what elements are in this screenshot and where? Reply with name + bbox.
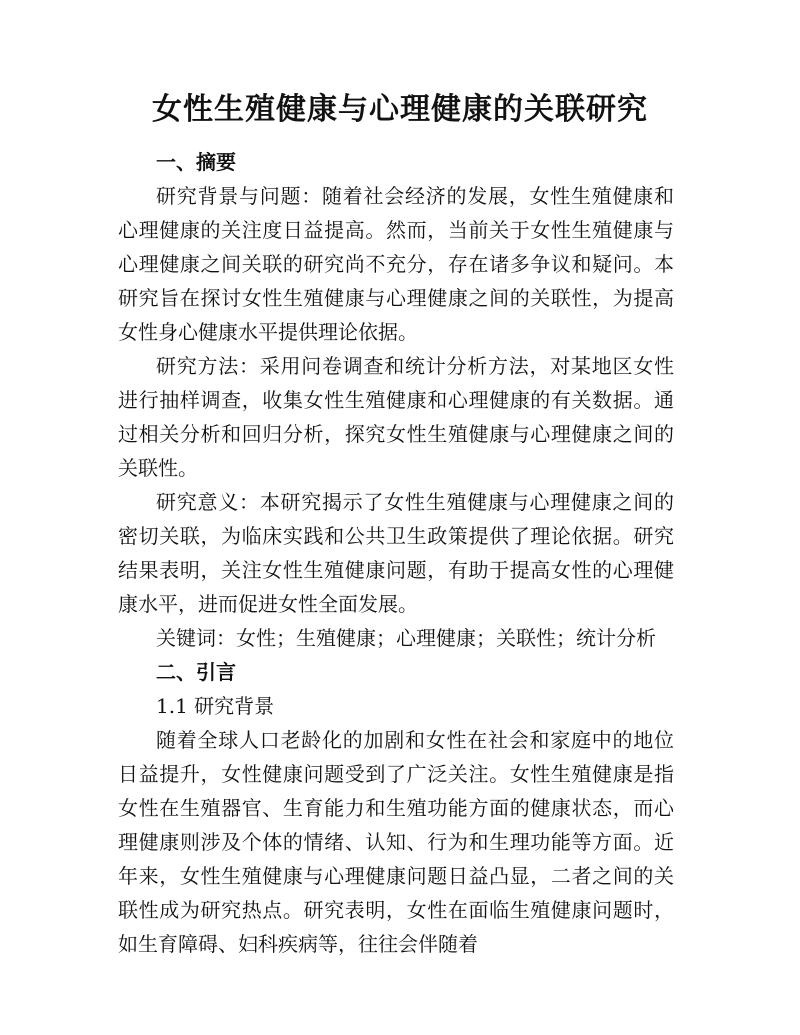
research-background-paragraph: 随着全球人口老龄化的加剧和女性在社会和家庭中的地位日益提升，女性健康问题受到了广泛关注。女性生殖健康是指女性在生殖器官、生育能力和生殖功能方面的健康状态，而心理健康则涉及个体的情绪、认知、行为和生理功能等方面。近年来，女性生殖健康与心理健康问题日益凸显，二者之间的关联性成为研究热点。研究表明，女性在面临生殖健康问题时，如生育障碍、妇科疾病等，往往会伴随着 (118, 728, 674, 956)
keywords-line: 关键词：女性；生殖健康；心理健康；关联性；统计分析 (156, 626, 656, 650)
abstract-method-paragraph: 研究方法：采用问卷调查和统计分析方法，对某地区女性进行抽样调查，收集女性生殖健康和心理健康的有关数据。通过相关分析和回归分析，探究女性生殖健康与心理健康之间的关联性。 (118, 354, 674, 480)
abstract-background-paragraph: 研究背景与问题：随着社会经济的发展，女性生殖健康和心理健康的关注度日益提高。然而，当前关于女性生殖健康与心理健康之间关联的研究尚不充分，存在诸多争议和疑问。本研究旨在探讨女性生殖健康与心理健康之间的关联性，为提高女性身心健康水平提供理论依据。 (118, 184, 674, 344)
document-body (118, 145, 674, 961)
document-title: 女性生殖健康与心理健康的关联研究 (152, 92, 648, 127)
abstract-significance-paragraph: 研究意义：本研究揭示了女性生殖健康与心理健康之间的密切关联，为临床实践和公共卫生政策提供了理论依据。研究结果表明，关注女性生殖健康问题，有助于提高女性的心理健康水平，进而促进女性全面发展。 (118, 490, 674, 616)
abstract-heading: 一、摘要 (156, 150, 236, 174)
research-background-subheading: 1.1 研究背景 (156, 694, 275, 718)
introduction-heading: 二、引言 (156, 660, 236, 684)
